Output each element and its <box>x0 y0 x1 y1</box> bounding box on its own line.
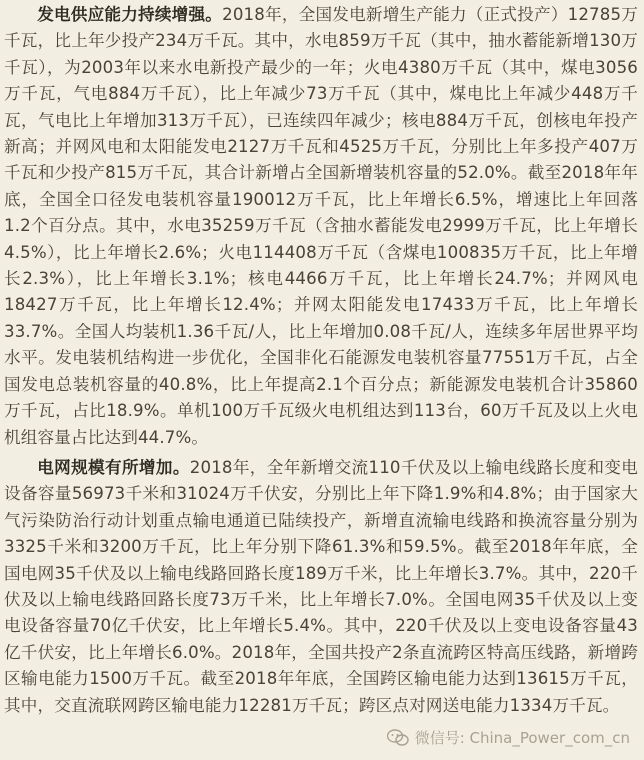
article-body <box>4 2 638 723</box>
paragraph-grid-scale <box>4 455 638 719</box>
paragraph-text-power-supply: 2018年，全国发电新增生产能力（正式投产）12785万千瓦，比上年少投产234万千瓦。其中，水电859万千瓦（其中，抽水蓄能新增130万千瓦），为2003年以来水电新投产最少的一年；火电4380万千瓦（其中，煤电3056万千瓦，气电884万千瓦），比上年减少73万千瓦（其中，煤电比上年减少448万千瓦，气电比上年增加313万千瓦），已连续四年减少；核电884万千瓦，创核电年投产新高；并网风电和太阳能发电2127万千瓦和4525万千瓦，分别比上年多投产407万千瓦和少投产815万千瓦，其合计新增占全国新增装机容量的52.0%。截至2018年年底，全国全口径发电装机容量190012万千瓦，比上年增长6.5%，增速比上年回落1.2个百分点。其中，水电35259万千瓦（含抽水蓄能发电2999万千瓦，比上年增长4.5%），比上年增长2.6%；火电114408万千瓦（含煤电100835万千瓦，比上年增长2.3%），比上年增长3.1%；核电4466万千瓦，比上年增长24.7%；并网风电18427万千瓦，比上年增长12.4%；并网太阳能发电17433万千瓦，比上年增长33.7%。全国人均装机1.36千瓦/人，比上年增加0.08千瓦/人，连续多年居世界平均水平。发电装机结构进一步优化，全国非化石能源发电装机容量77551万千瓦，占全国发电总装机容量的40.8%，比上年提高2.1个百分点；新能源发电装机合计35860万千瓦，占比18.9%。单机100万千瓦级火电机组达到113台，60万千瓦及以上火电机组容量占比达到44.7%。 <box>4 5 638 447</box>
paragraph-power-supply <box>4 2 638 451</box>
wechat-watermark <box>387 727 630 748</box>
wechat-icon <box>387 729 409 747</box>
paragraph-text-grid-scale: 2018年，全年新增交流110千伏及以上输电线路长度和变电设备容量56973千米和31024万千伏安，分别比上年下降1.9%和4.8%；由于国家大气污染防治行动计划重点输电通道已陆续投产，新增直流输电线路和换流容量分别为3325千米和3200万千瓦，比上年分别下降61.3%和59.5%。截至2018年年底，全国电网35千伏及以上输电线路回路长度189万千米，比上年增长3.7%。其中，220千伏及以上输电线路回路长度73万千米，比上年增长7.0%。全国电网35千伏及以上变电设备容量70亿千伏安，比上年增长5.4%。其中，220千伏及以上变电设备容量43亿千伏安，比上年增长6.0%。2018年，全国共投产2条直流跨区特高压线路，新增跨区输电能力1500万千瓦。截至2018年年底，全国跨区输电能力达到13615万千瓦，其中，交直流联网跨区输电能力12281万千瓦；跨区点对网送电能力1334万千瓦。 <box>4 457 638 715</box>
paragraph-lead-grid-scale: 电网规模有所增加。 <box>37 457 190 477</box>
paragraph-lead-power-supply: 发电供应能力持续增强。 <box>37 5 223 24</box>
watermark-text: 微信号: China_Power_com_cn <box>414 729 630 747</box>
